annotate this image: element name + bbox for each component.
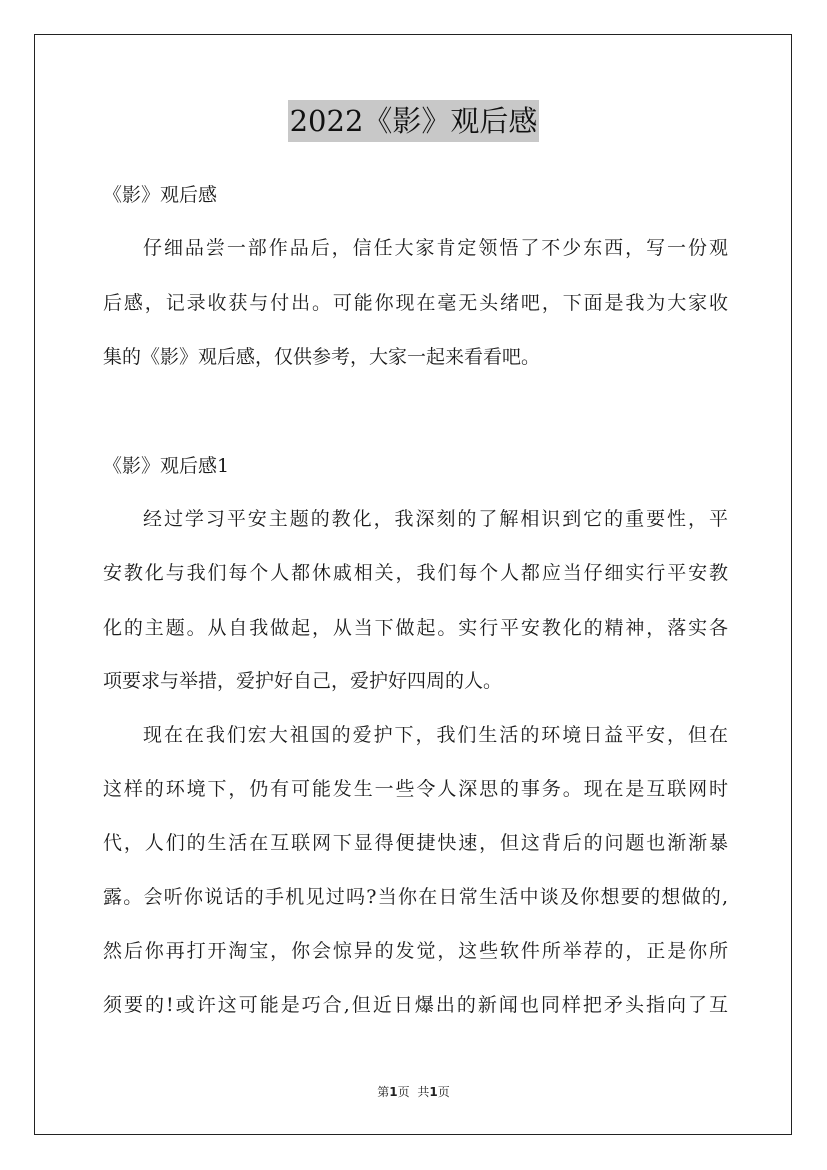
paragraph-line: 安教化与我们每个人都休戚相关，我们每个人都应当仔细实行平安教 [103, 562, 728, 584]
footer-page-prefix: 第 [377, 1085, 390, 1099]
section-heading: 《影》观后感 [103, 184, 218, 206]
paragraph-line: 仔细品尝一部作品后，信任大家肯定领悟了不少东西，写一份观 [143, 237, 728, 259]
paragraph-line: 项要求与举措，爱护好自己，爱护好四周的人。 [103, 670, 503, 692]
paragraph-line: 露。会听你说话的手机见过吗?当你在日常生活中谈及你想要的想做的, [103, 886, 728, 908]
paragraph-line: 代，人们的生活在互联网下显得便捷快速，但这背后的问题也渐渐暴 [103, 832, 728, 854]
paragraph-line: 化的主题。从自我做起，从当下做起。实行平安教化的精神，落实各 [103, 617, 728, 639]
title-container [0, 100, 827, 142]
paragraph-line: 经过学习平安主题的教化，我深刻的了解相识到它的重要性，平 [143, 508, 728, 530]
page-footer [0, 1084, 827, 1100]
paragraph-line: 现在在我们宏大祖国的爱护下，我们生活的环境日益平安，但在 [143, 724, 728, 746]
footer-total-number: 1 [429, 1085, 438, 1099]
section-heading: 《影》观后感1 [103, 455, 230, 477]
paragraph-line: 然后你再打开淘宝，你会惊异的发觉，这些软件所举荐的，正是你所 [103, 940, 728, 962]
footer-total-prefix: 共 [417, 1085, 430, 1099]
footer-page-number: 1 [389, 1085, 398, 1099]
paragraph-line: 这样的环境下，仍有可能发生一些令人深思的事务。现在是互联网时 [103, 778, 728, 800]
document-title: 2022《影》观后感 [288, 100, 540, 142]
footer-total-suffix: 页 [437, 1085, 450, 1099]
paragraph-line: 集的《影》观后感，仅供参考，大家一起来看看吧。 [103, 346, 541, 368]
footer-page-suffix: 页 [397, 1085, 410, 1099]
paragraph-line: 后感，记录收获与付出。可能你现在毫无头绪吧，下面是我为大家收 [103, 292, 728, 314]
paragraph-line: 须要的!或许这可能是巧合,但近日爆出的新闻也同样把矛头指向了互 [103, 994, 728, 1016]
